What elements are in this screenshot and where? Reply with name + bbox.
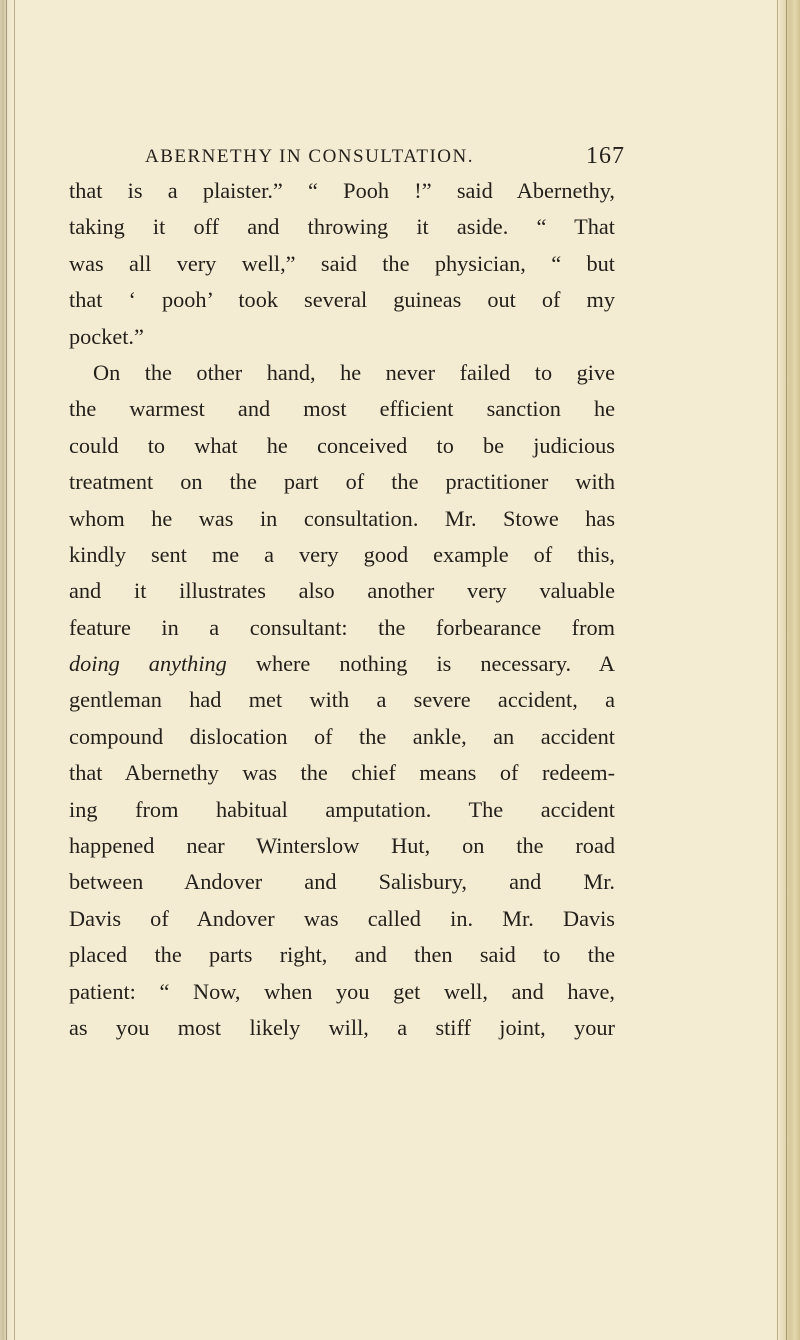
text-line: compound dislocation of the ankle, an accident xyxy=(69,723,615,749)
text-line-with-italic xyxy=(69,646,615,682)
text-line: could to what he conceived to be judicious xyxy=(69,432,615,458)
text-line: the warmest and most efficient sanction he xyxy=(69,396,615,422)
body-text xyxy=(69,173,615,1046)
page-number: 167 xyxy=(586,143,625,169)
text-line: was all very well,” said the physician, “ but xyxy=(69,250,615,276)
text-line: patient: “ Now, when you get well, and have, xyxy=(69,978,615,1004)
text-line: placed the parts right, and then said to the xyxy=(69,942,615,968)
paragraph-start-line: On the other hand, he never failed to give xyxy=(93,359,615,385)
text-line: feature in a consultant: the forbearance from xyxy=(69,614,615,640)
text-line: that Abernethy was the chief means of redeem- xyxy=(69,760,615,786)
text-line: gentleman had met with a severe accident, a xyxy=(69,687,615,713)
text-line: kindly sent me a very good example of this, xyxy=(69,541,615,567)
running-head xyxy=(145,143,625,176)
text-line: pocket.” xyxy=(69,323,144,349)
italic-phrase: doing anything xyxy=(69,651,227,677)
text-line-rest: where nothing is necessary. A xyxy=(255,651,615,677)
text-line: that is a plaister.” “ Pooh !” said Abernethy, xyxy=(69,178,615,203)
text-line: treatment on the part of the practitioner with xyxy=(69,469,615,495)
text-line: ing from habitual amputation. The accident xyxy=(69,796,615,822)
text-line: that ‘ pooh’ took several guineas out of my xyxy=(69,287,615,313)
text-line: taking it off and throwing it aside. “ That xyxy=(69,214,615,240)
text-line: Davis of Andover was called in. Mr. Davis xyxy=(69,905,615,931)
text-line: as you most likely will, a stiff joint, your xyxy=(69,1014,615,1040)
page-right-edge xyxy=(777,0,800,1340)
page-left-edge xyxy=(0,0,15,1340)
running-title: ABERNETHY IN CONSULTATION. xyxy=(145,146,474,167)
text-line: happened near Winterslow Hut, on the road xyxy=(69,833,615,859)
text-line: whom he was in consultation. Mr. Stowe has xyxy=(69,505,615,531)
text-line: and it illustrates also another very valuable xyxy=(69,578,615,604)
text-line: between Andover and Salisbury, and Mr. xyxy=(69,869,615,895)
